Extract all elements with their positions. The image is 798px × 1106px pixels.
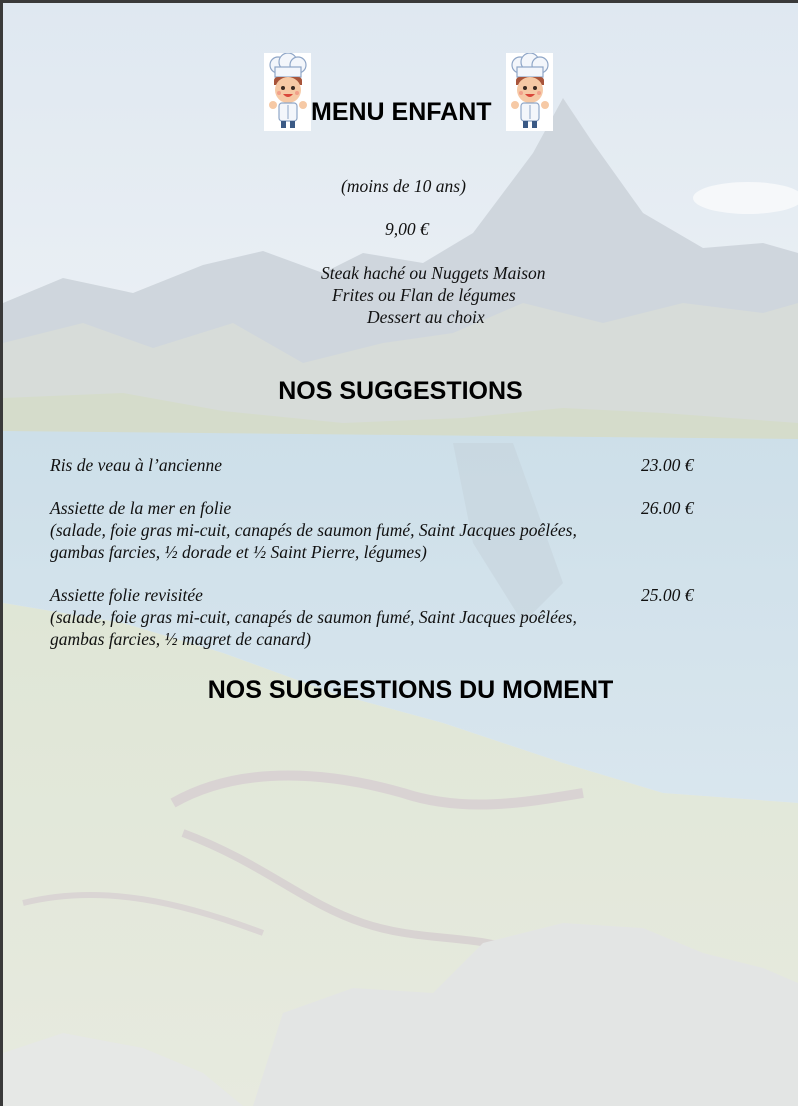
kids-menu-price: 9,00 € [385, 219, 429, 239]
suggestion-item-name: Assiette de la mer en folie [50, 498, 232, 518]
kids-menu-line: Frites ou Flan de légumes [332, 285, 516, 305]
menu-content [3, 3, 798, 1106]
chef-icon [506, 53, 553, 131]
suggestion-item-details: (salade, foie gras mi-cuit, canapés de saumon fumé, Saint Jacques poêlées, [50, 520, 577, 540]
menu-page [3, 3, 798, 1106]
suggestions-title: NOS SUGGESTIONS [278, 377, 523, 405]
suggestion-item-details: (salade, foie gras mi-cuit, canapés de saumon fumé, Saint Jacques poêlées, [50, 607, 577, 627]
kids-menu-title: MENU ENFANT [311, 98, 492, 126]
kids-menu-line: Dessert au choix [367, 307, 485, 327]
kids-menu-line: Steak haché ou Nuggets Maison [321, 263, 546, 283]
suggestion-item-name: Assiette folie revisitée [50, 585, 203, 605]
chef-icon [264, 53, 311, 131]
kids-menu-age-note: (moins de 10 ans) [341, 176, 466, 196]
suggestion-item-details: gambas farcies, ½ dorade et ½ Saint Pierre, légumes) [50, 542, 427, 562]
suggestion-item-details: gambas farcies, ½ magret de canard) [50, 629, 312, 649]
suggestion-item-price: 23.00 € [641, 455, 694, 475]
suggestion-item-price: 25.00 € [641, 585, 694, 605]
suggestion-item-price: 26.00 € [641, 498, 694, 518]
suggestion-item-name: Ris de veau à l’ancienne [50, 455, 223, 475]
moment-suggestions-title: NOS SUGGESTIONS DU MOMENT [207, 676, 614, 704]
